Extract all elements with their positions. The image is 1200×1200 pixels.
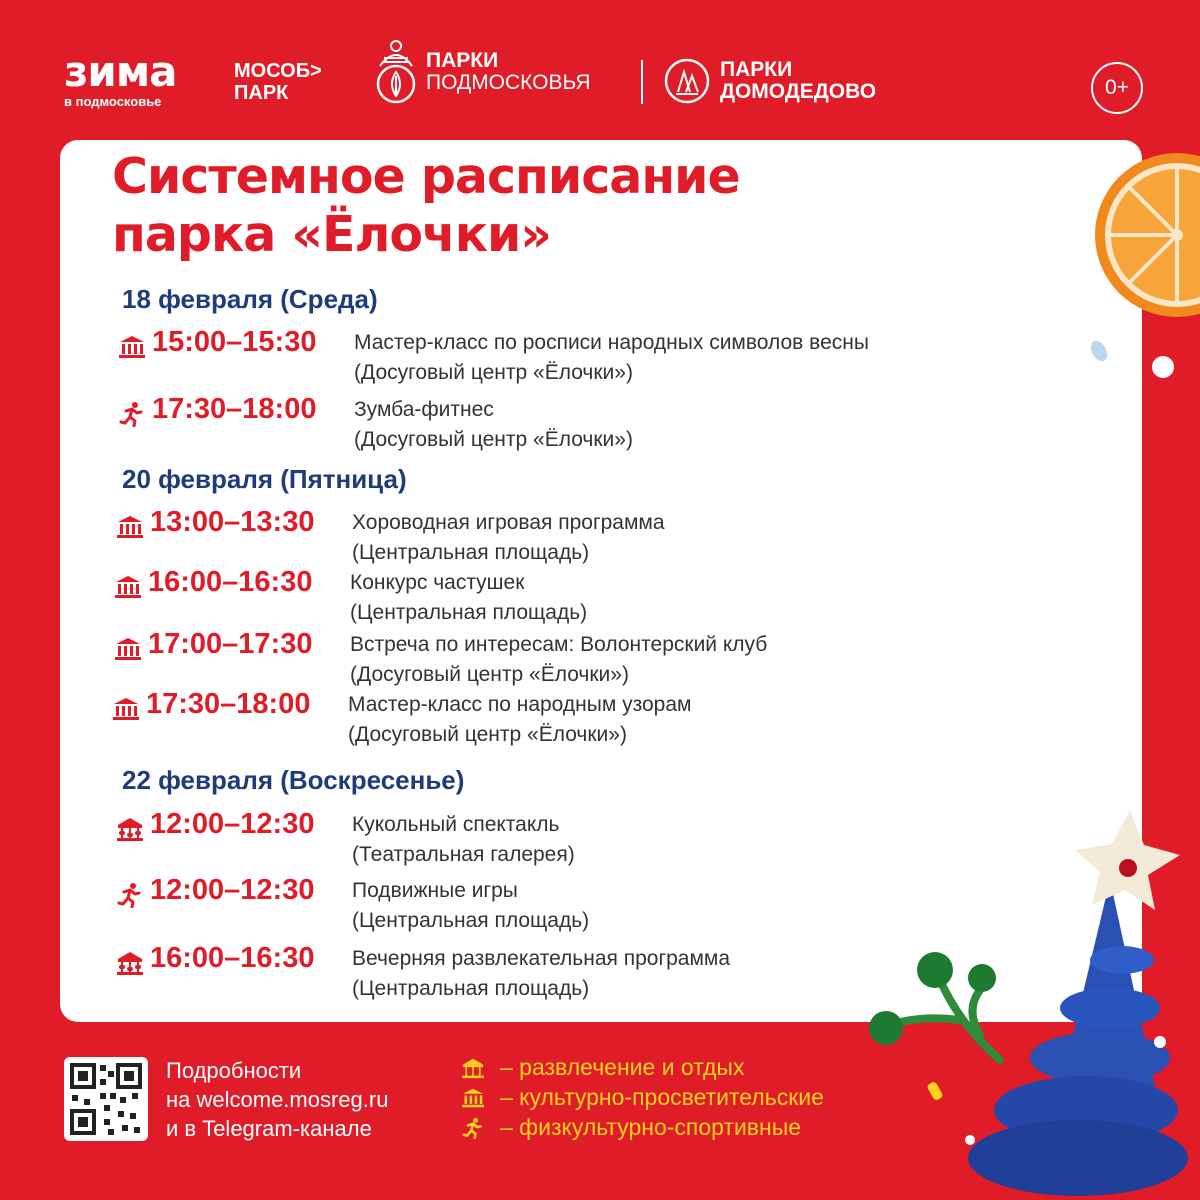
museum-icon — [116, 514, 144, 540]
legend-item — [458, 1112, 824, 1142]
event-time: 16:00–16:30 — [150, 942, 315, 974]
event-place: (Досуговый центр «Ёлочки») — [348, 723, 627, 746]
event-name: Вечерняя развлекательная программа — [352, 947, 731, 970]
legend — [458, 1052, 824, 1142]
event-place: (Досуговый центр «Ёлочки») — [350, 663, 629, 686]
museum-icon — [112, 696, 140, 722]
mosobpark-logo — [234, 60, 322, 104]
legend-text: – развлечение и отдых — [500, 1054, 745, 1080]
day-heading: 22 февраля (Воскресенье) — [122, 765, 465, 795]
event-place: (Досуговый центр «Ёлочки») — [354, 361, 633, 384]
museum-icon — [114, 636, 142, 662]
parki-domodedovo-logo — [664, 58, 876, 104]
mosobpark-line1: МОСОБ> — [234, 60, 322, 82]
event-time: 12:00–12:30 — [150, 874, 315, 906]
event-time: 17:00–17:30 — [148, 628, 313, 660]
zima-logo-title: зима — [64, 47, 177, 96]
event-place: (Досуговый центр «Ёлочки») — [354, 428, 633, 451]
event-name: Подвижные игры — [352, 879, 518, 902]
event-details — [350, 630, 767, 690]
event-name: Мастер-класс по росписи народных символов весны — [354, 331, 869, 354]
christmas-tree-decoration — [860, 810, 1200, 1200]
page-title-line2: парка «Ёлочки» — [112, 206, 551, 263]
event-place: (Центральная площадь) — [352, 977, 590, 1000]
legend-item — [458, 1052, 824, 1082]
qr-code-icon — [64, 1057, 148, 1141]
event-name: Встреча по интересам: Волонтерский клуб — [350, 633, 768, 656]
runner-icon — [458, 1116, 490, 1138]
legend-item — [458, 1082, 824, 1112]
zima-logo-subtitle: в подмосковье — [64, 94, 162, 109]
info-line1: Подробности — [166, 1058, 302, 1083]
runner-icon — [116, 882, 144, 908]
dom-line2: ДОМОДЕДОВО — [720, 80, 877, 103]
event-name: Зумба-фитнес — [354, 398, 494, 421]
event-name: Кукольный спектакль — [352, 813, 560, 836]
parki-podmoskovya-logo — [374, 40, 591, 104]
event-details — [354, 395, 633, 455]
carousel-icon — [116, 950, 144, 976]
legend-text: – физкультурно-спортивные — [500, 1114, 802, 1140]
event-time: 12:00–12:30 — [150, 808, 315, 840]
qr-code[interactable] — [64, 1057, 148, 1141]
event-time: 16:00–16:30 — [148, 566, 313, 598]
event-details — [350, 568, 587, 628]
day-heading: 20 февраля (Пятница) — [122, 464, 407, 494]
event-time: 17:30–18:00 — [146, 688, 311, 720]
forest-icon — [664, 58, 710, 104]
info-link[interactable]: на welcome.mosreg.ru — [166, 1087, 389, 1112]
event-details — [352, 944, 730, 1004]
event-name: Хороводная игровая программа — [352, 511, 665, 534]
event-time: 15:00–15:30 — [152, 326, 317, 358]
age-rating-badge: 0+ — [1091, 62, 1143, 114]
event-place: (Центральная площадь) — [352, 909, 590, 932]
leaf-hat-icon — [374, 40, 418, 104]
museum-icon — [458, 1086, 490, 1108]
parki-line1: ПАРКИ — [426, 49, 499, 72]
carousel-icon — [116, 816, 144, 842]
event-details — [348, 690, 691, 750]
header — [0, 0, 1200, 140]
event-details — [354, 328, 869, 388]
info-text — [166, 1056, 388, 1143]
info-line3: и в Telegram-канале — [166, 1116, 372, 1141]
snow-dot-decoration — [1152, 356, 1174, 378]
event-place: (Центральная площадь) — [350, 601, 588, 624]
event-name: Конкурс частушек — [350, 571, 525, 594]
event-time: 13:00–13:30 — [150, 506, 315, 538]
event-time: 17:30–18:00 — [152, 393, 317, 425]
museum-icon — [114, 574, 142, 600]
mosobpark-line2: ПАРК — [234, 82, 289, 104]
event-details — [352, 810, 575, 870]
dom-line1: ПАРКИ — [720, 58, 793, 81]
page-title — [112, 148, 740, 264]
event-place: (Театральная галерея) — [352, 843, 575, 866]
event-details — [352, 508, 665, 568]
event-name: Мастер-класс по народным узорам — [348, 693, 692, 716]
legend-text: – культурно-просветительские — [500, 1084, 824, 1110]
museum-icon — [118, 334, 146, 360]
carousel-icon — [458, 1056, 490, 1078]
runner-icon — [118, 401, 146, 427]
page-title-line1: Системное расписание — [112, 148, 740, 205]
zima-logo — [64, 47, 177, 109]
logo-divider — [641, 60, 643, 104]
event-place: (Центральная площадь) — [352, 541, 590, 564]
event-details — [352, 876, 589, 936]
orange-slice-decoration — [1075, 140, 1200, 340]
day-heading: 18 февраля (Среда) — [122, 284, 378, 314]
parki-line2: ПОДМОСКОВЬЯ — [426, 71, 591, 94]
